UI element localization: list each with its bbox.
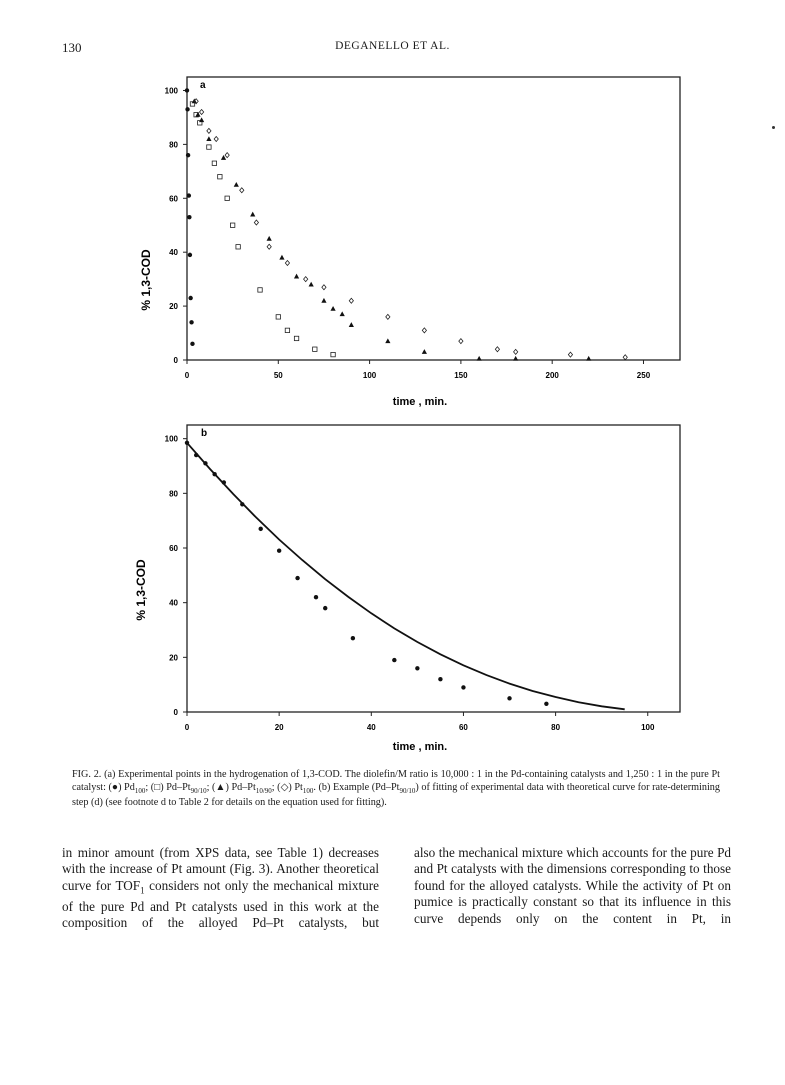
data-point-triangle (250, 212, 255, 217)
data-point-square (294, 336, 298, 340)
caption-text: ) of fitting of experimental data with theoretical curve for rate-determining step (d) (see footnote d to Table 2 for details on the equation used for fitting). (72, 781, 720, 809)
data-point-triangle (279, 255, 284, 260)
caption-text: ; (◇) Pt (271, 781, 303, 793)
body-column-left (62, 845, 379, 932)
data-point-diamond (623, 355, 627, 360)
body-text: considers not only the mechanical mixture of the pure Pd and Pt catalysts used in this work at the composition of the alloyed Pd–Pt catalysts, but (62, 877, 379, 931)
data-point-triangle (206, 136, 211, 141)
x-axis-label: time , min. (392, 396, 448, 408)
y-tick-label: 80 (169, 489, 178, 499)
data-point-circle (189, 320, 193, 324)
data-point-triangle (199, 117, 204, 122)
data-point-circle (222, 480, 226, 484)
caption-subscript: 100 (302, 786, 314, 795)
data-point-square (258, 288, 262, 292)
x-tick-label: 200 (545, 371, 559, 380)
data-point-diamond (514, 349, 518, 354)
data-point-diamond (285, 260, 289, 265)
caption-text: ; (▲) Pd–Pt (206, 781, 256, 793)
x-tick-label: 150 (454, 371, 468, 380)
panel-label: a (200, 80, 206, 91)
data-point-circle (314, 595, 318, 599)
data-point-circle (323, 606, 327, 610)
body-subscript: 1 (140, 885, 145, 896)
data-point-circle (240, 502, 244, 506)
data-point-circle (190, 342, 194, 346)
x-tick-label: 40 (366, 723, 376, 732)
data-point-diamond (349, 298, 353, 303)
y-axis-label: % 1,3-COD (139, 249, 153, 311)
y-tick-label: 40 (169, 248, 178, 258)
data-point-triangle (340, 311, 345, 316)
data-point-circle (186, 153, 190, 157)
caption-text: . (b) Example (Pd–Pt (313, 781, 400, 793)
y-tick-label: 0 (173, 708, 178, 717)
data-point-circle (203, 461, 207, 465)
x-tick-label: 50 (273, 371, 283, 380)
data-point-square (236, 245, 240, 249)
plot-frame (187, 77, 680, 360)
y-tick-label: 0 (173, 356, 178, 365)
body-column-right: also the mechanical mixture which accounts for the pure Pd and Pt catalysts with the dimensions corresponding to those found for the alloyed catalysts. While the activity of Pt on pumice is practically constant so that its influence in this curve depends only on the content in Pt, in (414, 845, 731, 926)
data-point-diamond (207, 128, 211, 133)
data-point-triangle (513, 356, 518, 361)
body-text: in minor amount (from XPS data, see Table 1) decreases with the increase of Pt amount (Fig. 3). Another theoretical curve for TOF (62, 845, 379, 893)
data-point-circle (295, 576, 299, 580)
data-point-square (285, 328, 289, 332)
data-point-diamond (322, 285, 326, 290)
x-tick-label: 20 (274, 723, 284, 732)
data-point-circle (185, 88, 189, 92)
x-tick-label: 60 (458, 723, 468, 732)
data-point-triangle (294, 274, 299, 279)
figure-2b-chart (0, 410, 785, 760)
y-tick-label: 20 (169, 653, 178, 663)
data-point-diamond (495, 347, 499, 352)
data-point-diamond (267, 244, 271, 249)
x-tick-label: 100 (362, 371, 377, 380)
caption-subscript: 100 (134, 786, 146, 795)
page-number: 130 (62, 40, 82, 55)
data-point-circle (351, 636, 355, 640)
data-point-circle (185, 107, 189, 111)
x-tick-label: 100 (641, 723, 655, 732)
data-point-diamond (225, 153, 229, 158)
y-tick-label: 20 (169, 302, 178, 312)
data-point-triangle (267, 236, 272, 241)
data-point-circle (188, 296, 192, 300)
data-point-circle (194, 453, 198, 457)
data-point-circle (187, 193, 191, 197)
x-tick-label: 250 (636, 371, 651, 380)
x-tick-label: 0 (184, 371, 190, 380)
data-point-square (230, 223, 234, 227)
data-point-square (218, 175, 222, 179)
caption-text: (a) Experimental points in the hydrogenation of 1,3-COD. The diolefin/M ratio is 10,000 : 1 in the Pd-containing catalysts and 1,250 : 1 in the pure Pt catalyst: (●) Pd (72, 769, 720, 793)
data-point-triangle (385, 338, 390, 343)
data-point-square (212, 161, 216, 165)
data-point-circle (507, 696, 511, 700)
data-point-square (207, 145, 211, 149)
data-point-square (276, 315, 280, 319)
data-point-triangle (349, 322, 354, 327)
data-point-circle (544, 702, 548, 706)
y-axis-label: % 1,3-COD (134, 559, 148, 621)
x-tick-label: 80 (551, 723, 561, 732)
figure-caption (72, 769, 720, 810)
data-point-diamond (304, 277, 308, 282)
data-point-circle (277, 549, 281, 553)
data-point-circle (187, 215, 191, 219)
data-point-diamond (254, 220, 258, 225)
y-tick-label: 60 (169, 194, 178, 204)
data-point-circle (415, 666, 419, 670)
data-point-triangle (586, 356, 591, 361)
data-point-triangle (477, 356, 482, 361)
data-point-triangle (309, 282, 314, 287)
y-tick-label: 100 (164, 86, 178, 96)
data-point-diamond (200, 110, 204, 115)
data-point-circle (461, 685, 465, 689)
data-point-diamond (240, 188, 244, 193)
data-point-square (225, 196, 229, 200)
data-point-triangle (234, 182, 239, 187)
data-point-square (331, 352, 335, 356)
data-point-diamond (459, 339, 463, 344)
caption-subscript: 90/10 (190, 786, 207, 795)
y-tick-label: 60 (169, 544, 178, 553)
data-point-circle (438, 677, 442, 681)
figure-2a-chart (0, 60, 785, 410)
data-point-circle (212, 472, 216, 476)
x-axis-label: time , min. (392, 741, 448, 753)
data-point-triangle (330, 306, 335, 311)
data-point-circle (188, 253, 192, 257)
data-point-diamond (568, 352, 572, 357)
data-point-triangle (321, 298, 326, 303)
panel-label: b (201, 428, 208, 439)
data-point-square (313, 347, 317, 351)
caption-text: ; (□) Pd–Pt (145, 781, 191, 793)
data-point-diamond (214, 136, 218, 141)
y-tick-label: 40 (169, 598, 178, 608)
caption-label: FIG. 2. (72, 769, 102, 780)
plot-frame (187, 425, 680, 712)
y-tick-label: 100 (164, 434, 178, 444)
data-point-circle (392, 658, 396, 662)
caption-subscript: 90/10 (399, 786, 416, 795)
data-point-circle (259, 527, 263, 531)
data-point-triangle (422, 349, 427, 354)
caption-subscript: 10/90 (255, 786, 272, 795)
y-tick-label: 80 (169, 140, 178, 150)
running-head: DEGANELLO ET AL. (335, 40, 450, 52)
fit-curve (187, 443, 625, 710)
data-point-diamond (386, 314, 390, 319)
data-point-diamond (422, 328, 426, 333)
x-tick-label: 0 (184, 723, 190, 732)
data-point-circle (185, 441, 189, 445)
